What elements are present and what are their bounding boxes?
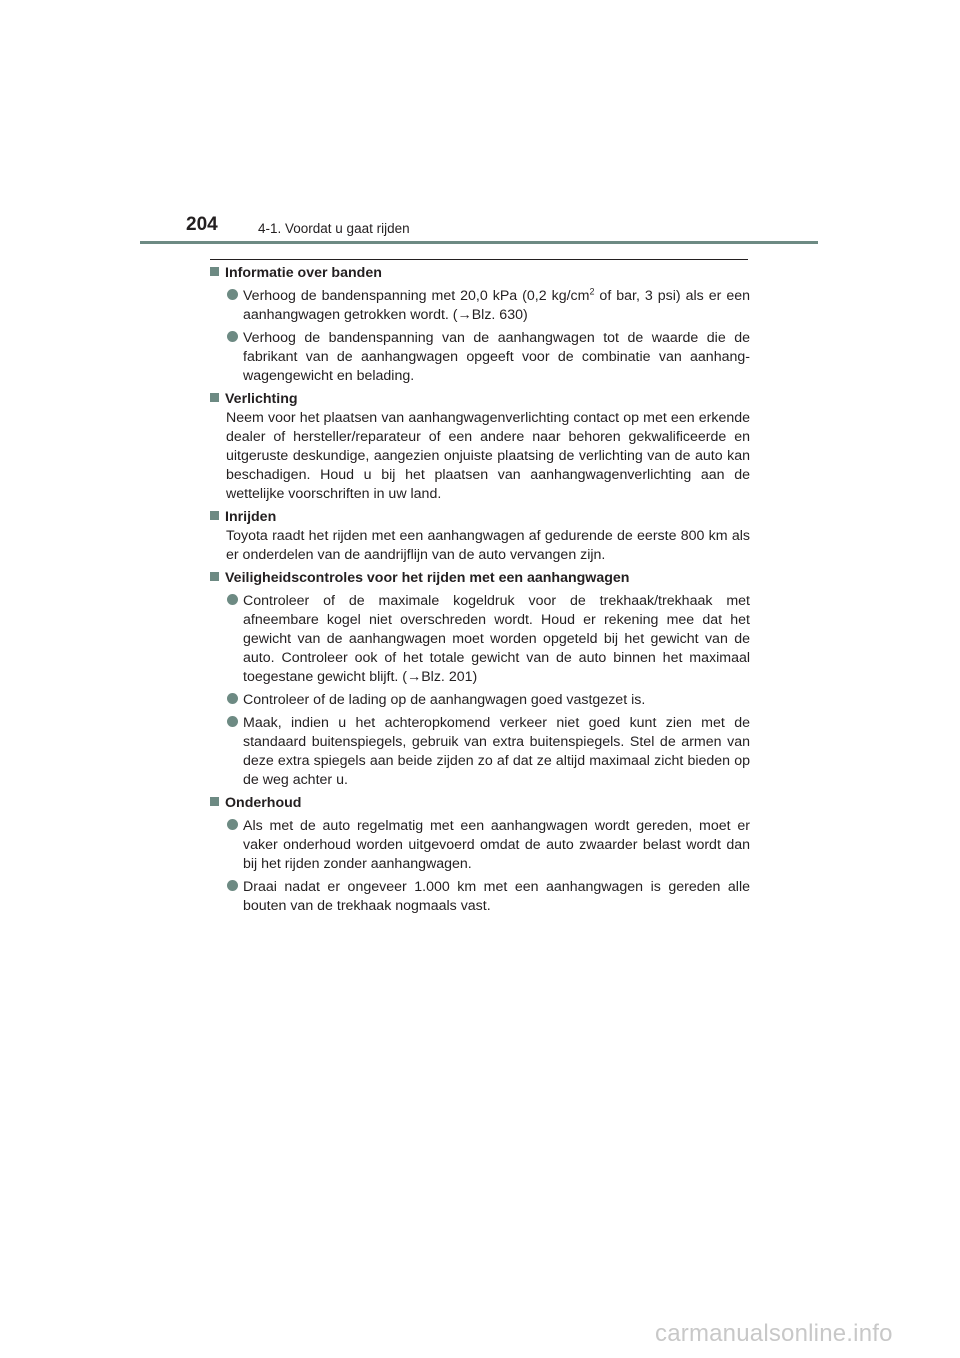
section-running-in [210,508,750,565]
content-rule [210,259,748,260]
bullet-item: Controleer of de maximale kogeldruk voor de trekhaak/trekhaak met afneembare kogel niet overschreden wordt. Houd er rekening mee dat het gewicht van de aanhangwagen moet worden opgeteld bij het gewicht van de auto. Controleer ook of het totale gewicht van de auto binnen het maximaal toegestane gewicht blijft. (→Blz. 201) [210,592,750,687]
section-tires [210,264,750,386]
bullet-dot-icon [227,716,238,727]
section-title: Onderhoud [225,795,302,811]
page-content [210,264,750,917]
bullet-item: Draai nadat er ongeveer 1.000 km met een aanhangwagen is gereden alle bouten van de trekhaak nogmaals vast. [210,878,750,916]
bullet-item: Verhoog de bandenspanning met 20,0 kPa (0,2 $kg/cm^2$ of bar, 3 psi) als er een aanhangwagen getrokken wordt. (→Blz. 630) [210,287,750,325]
section-lighting [210,390,750,504]
section-text: Toyota raadt het rijden met een aanhangwagen af gedurende de eerste 800 km als er onderdelen van de aandrijflijn van de auto vervangen zijn. [226,528,750,563]
chapter-title: 4-1. Voordat u gaat rijden [258,221,410,236]
page-number: 204 [186,214,218,235]
section-square-icon [210,511,219,520]
bullet-dot-icon [227,594,238,605]
section-title: Verlichting [225,391,298,407]
bullet-item: Maak, indien u het achteropkomend verkeer niet goed kunt zien met de standaard buitenspiegels, gebruik van extra buitenspiegels. Stel de armen van deze extra spiegels aan beide zijden zo af dat ze altijd maximaal zicht bieden op de weg achter u. [210,714,750,790]
bullet-item: Controleer of de lading op de aanhangwagen goed vastgezet is. [210,691,750,710]
bullet-dot-icon [227,693,238,704]
section-title: Veiligheidscontroles voor het rijden met een aanhangwagen [225,570,630,586]
watermark: carmanualsonline.info [655,1320,893,1347]
section-square-icon [210,572,219,581]
header-rule [140,241,818,244]
bullet-item: Verhoog de bandenspanning van de aanhangwagen tot de waarde die de fabrikant van de aanhangwagen opgeeft voor de combinatie van aanhangwagengewicht en belading. [210,329,750,386]
section-square-icon [210,267,219,276]
bullet-dot-icon [227,289,238,300]
bullet-dot-icon [227,331,238,342]
section-text: Neem voor het plaatsen van aanhangwagenverlichting contact op met een erkende dealer of hersteller/reparateur of een andere naar behoren gekwalificeerde en uitgeruste deskundige, aangezien onjuiste plaatsing de verlichting van de auto kan beschadigen. Houd u bij het plaatsen van aanhangwagenverlichting aan de wettelijke voorschriften in uw land. [226,410,750,502]
section-maintenance [210,794,750,916]
section-safety [210,569,750,790]
section-title: Informatie over banden [225,265,382,281]
section-square-icon [210,393,219,402]
bullet-dot-icon [227,880,238,891]
section-square-icon [210,797,219,806]
bullet-item: Als met de auto regelmatig met een aanhangwagen wordt gereden, moet er vaker onderhoud worden uitgevoerd omdat de auto zwaarder belast wordt dan bij het rijden zonder aanhangwagen. [210,817,750,874]
section-title: Inrijden [225,509,277,525]
bullet-dot-icon [227,819,238,830]
